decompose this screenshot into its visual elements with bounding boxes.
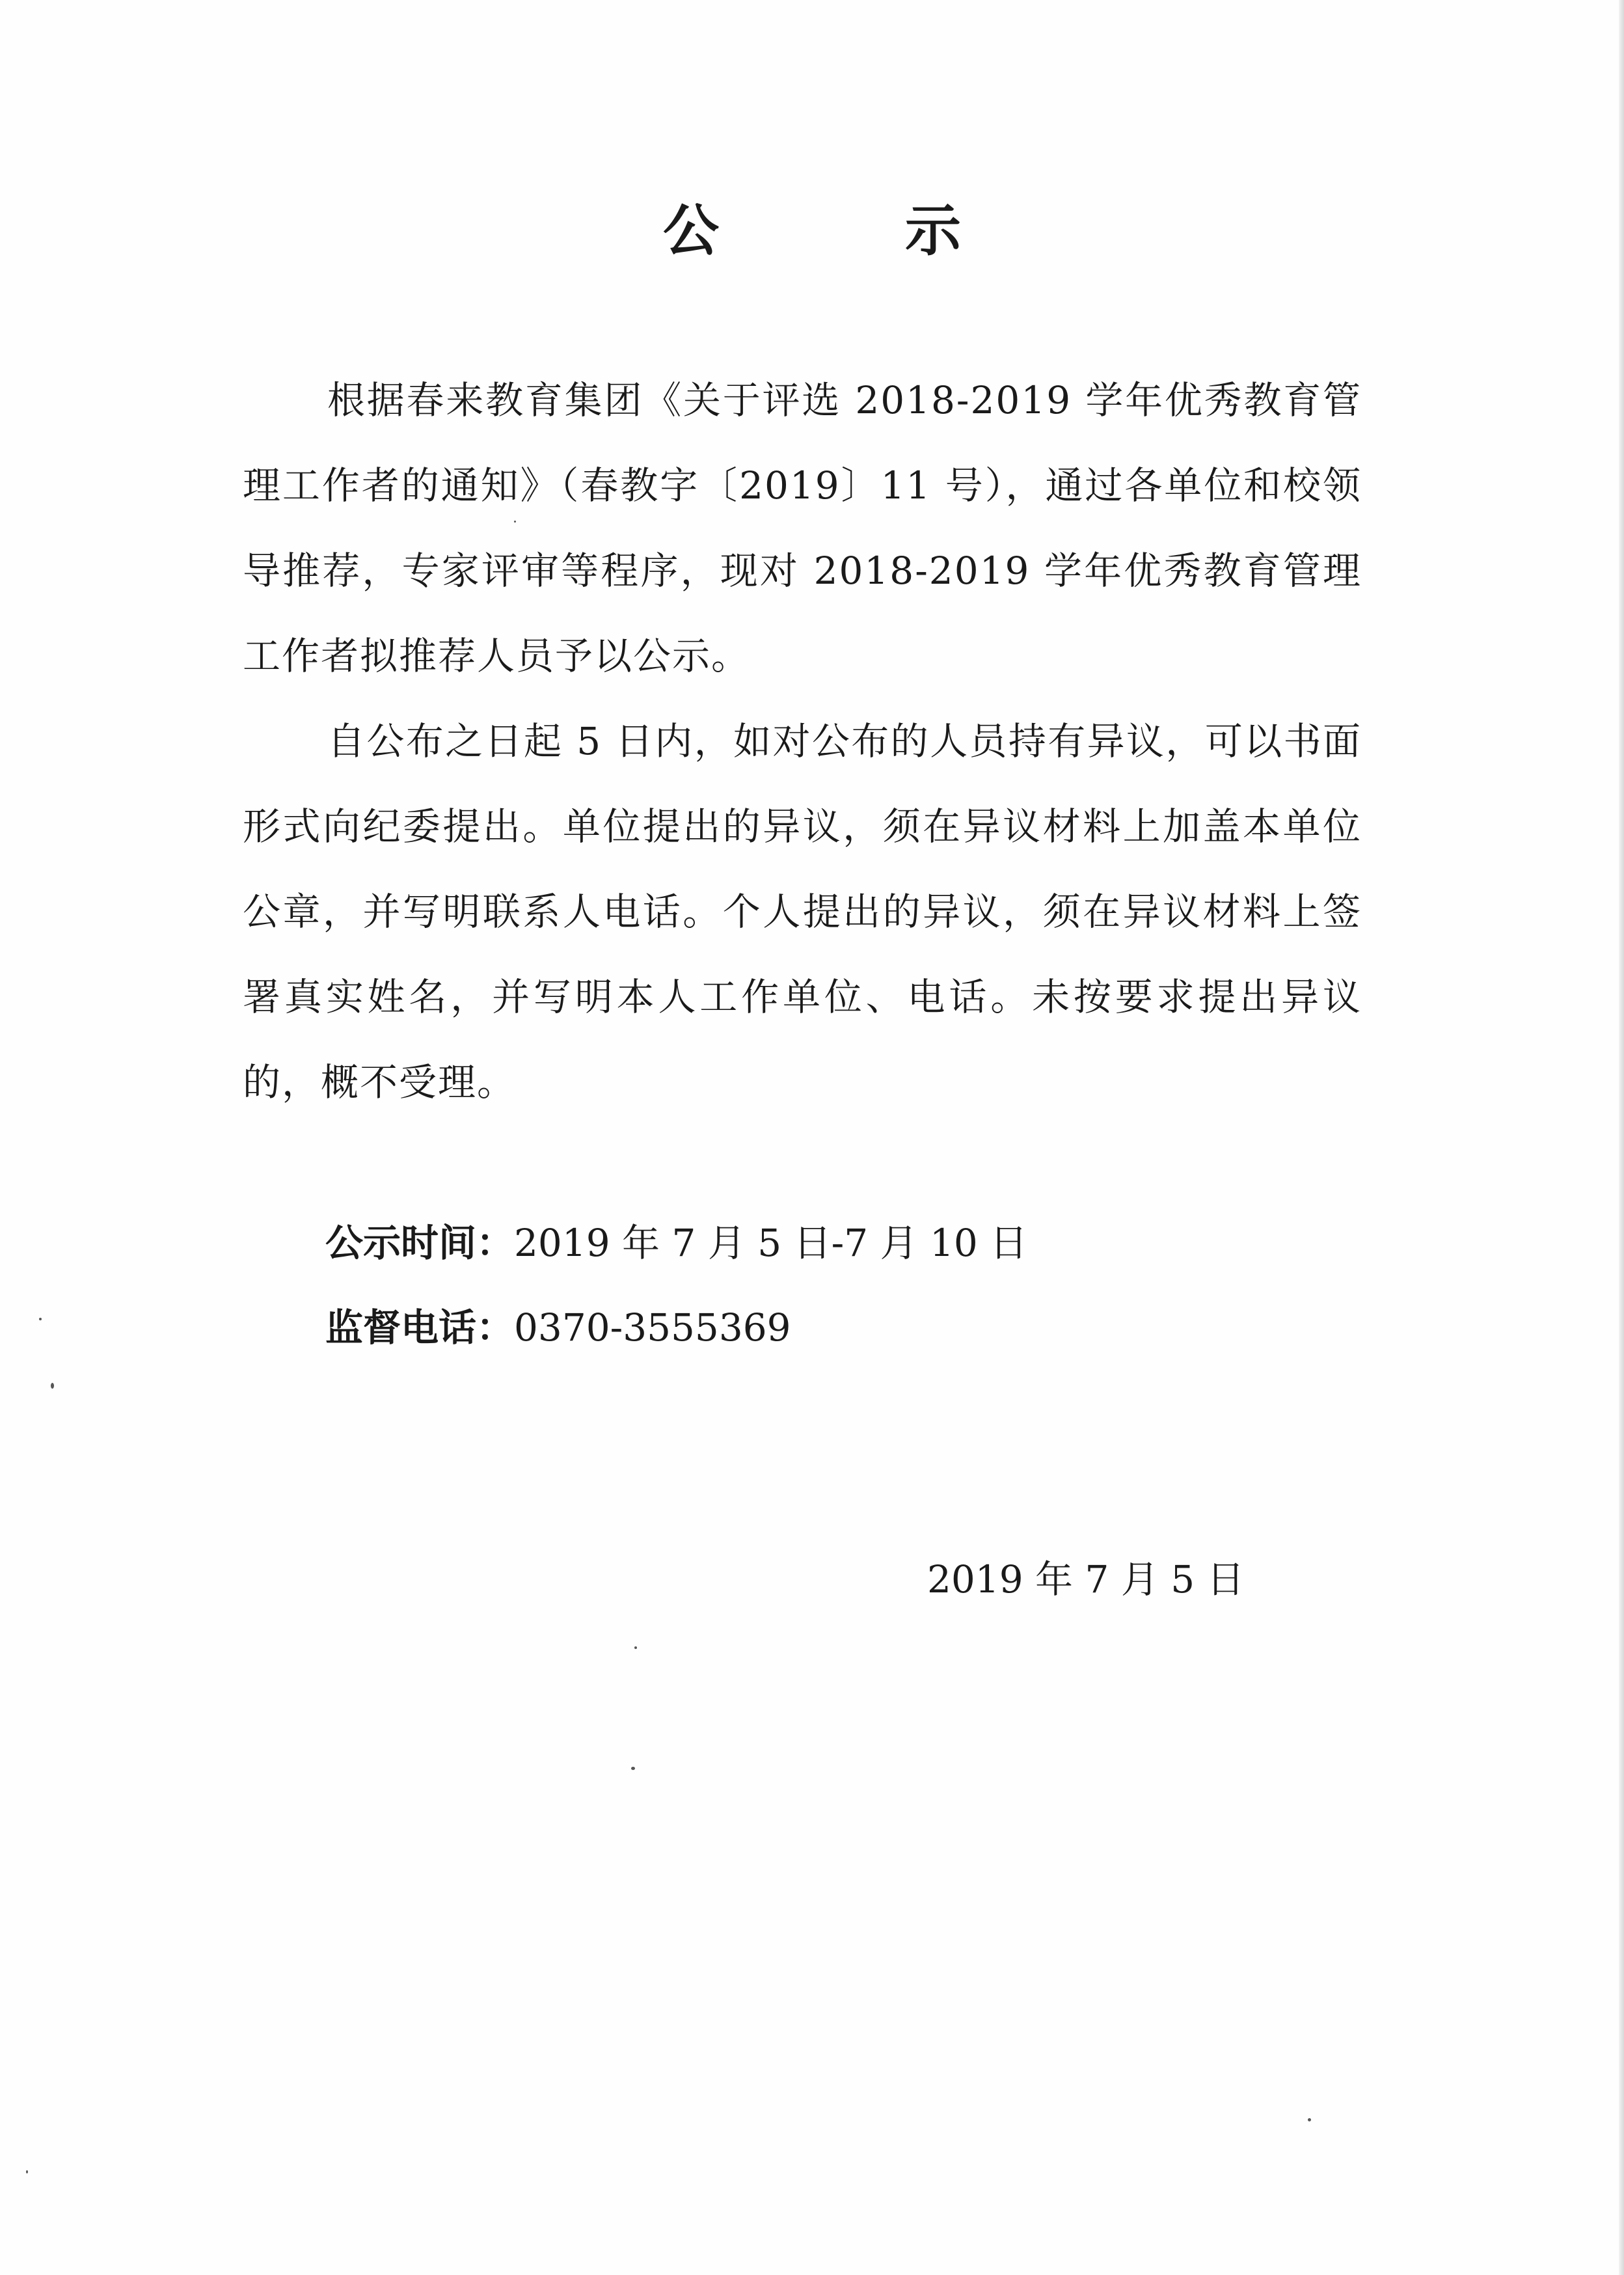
- supervision-phone-label: 监督电话：: [325, 1305, 515, 1350]
- publicity-time-value: 2019 年 7 月 5 日-7 月 10 日: [514, 1221, 1028, 1265]
- scan-speck: [631, 1767, 635, 1770]
- scan-speck: [634, 1646, 637, 1649]
- paragraph-nomination: 根据春来教育集团《关于评选 2018-2019 学年优秀教育管理工作者的通知》（春教字〔2019〕11 号），通过各单位和校领导推荐，专家评审等程序，现对 2018-2019 学年优秀教育管理工作者拟推荐人员予以公示。: [243, 378, 1362, 678]
- scan-speck: [51, 1383, 54, 1389]
- supervision-phone-line: [325, 1301, 791, 1354]
- scan-speck: [39, 1318, 42, 1320]
- publicity-time-line: [325, 1217, 1027, 1269]
- scan-speck: [26, 2170, 28, 2173]
- publicity-time-label: 公示时间：: [325, 1221, 515, 1265]
- document-body: [243, 358, 1362, 1125]
- scan-speck: [1308, 2118, 1311, 2121]
- paragraph-objection: 自公布之日起 5 日内，如对公布的人员持有异议，可以书面形式向纪委提出。单位提出的异议，须在异议材料上加盖本单位公章，并写明联系人电话。个人提出的异议，须在异议材料上签署真实姓名，并写明本人工作单位、电话。未按要求提出异议的，概不受理。: [243, 719, 1362, 1104]
- scan-speck: [514, 521, 516, 523]
- scan-edge: [1619, 0, 1624, 2275]
- supervision-phone-value: 0370-3555369: [514, 1305, 791, 1350]
- document-title: 公 示: [663, 198, 1026, 264]
- document-date: 2019 年 7 月 5 日: [927, 1557, 1245, 1601]
